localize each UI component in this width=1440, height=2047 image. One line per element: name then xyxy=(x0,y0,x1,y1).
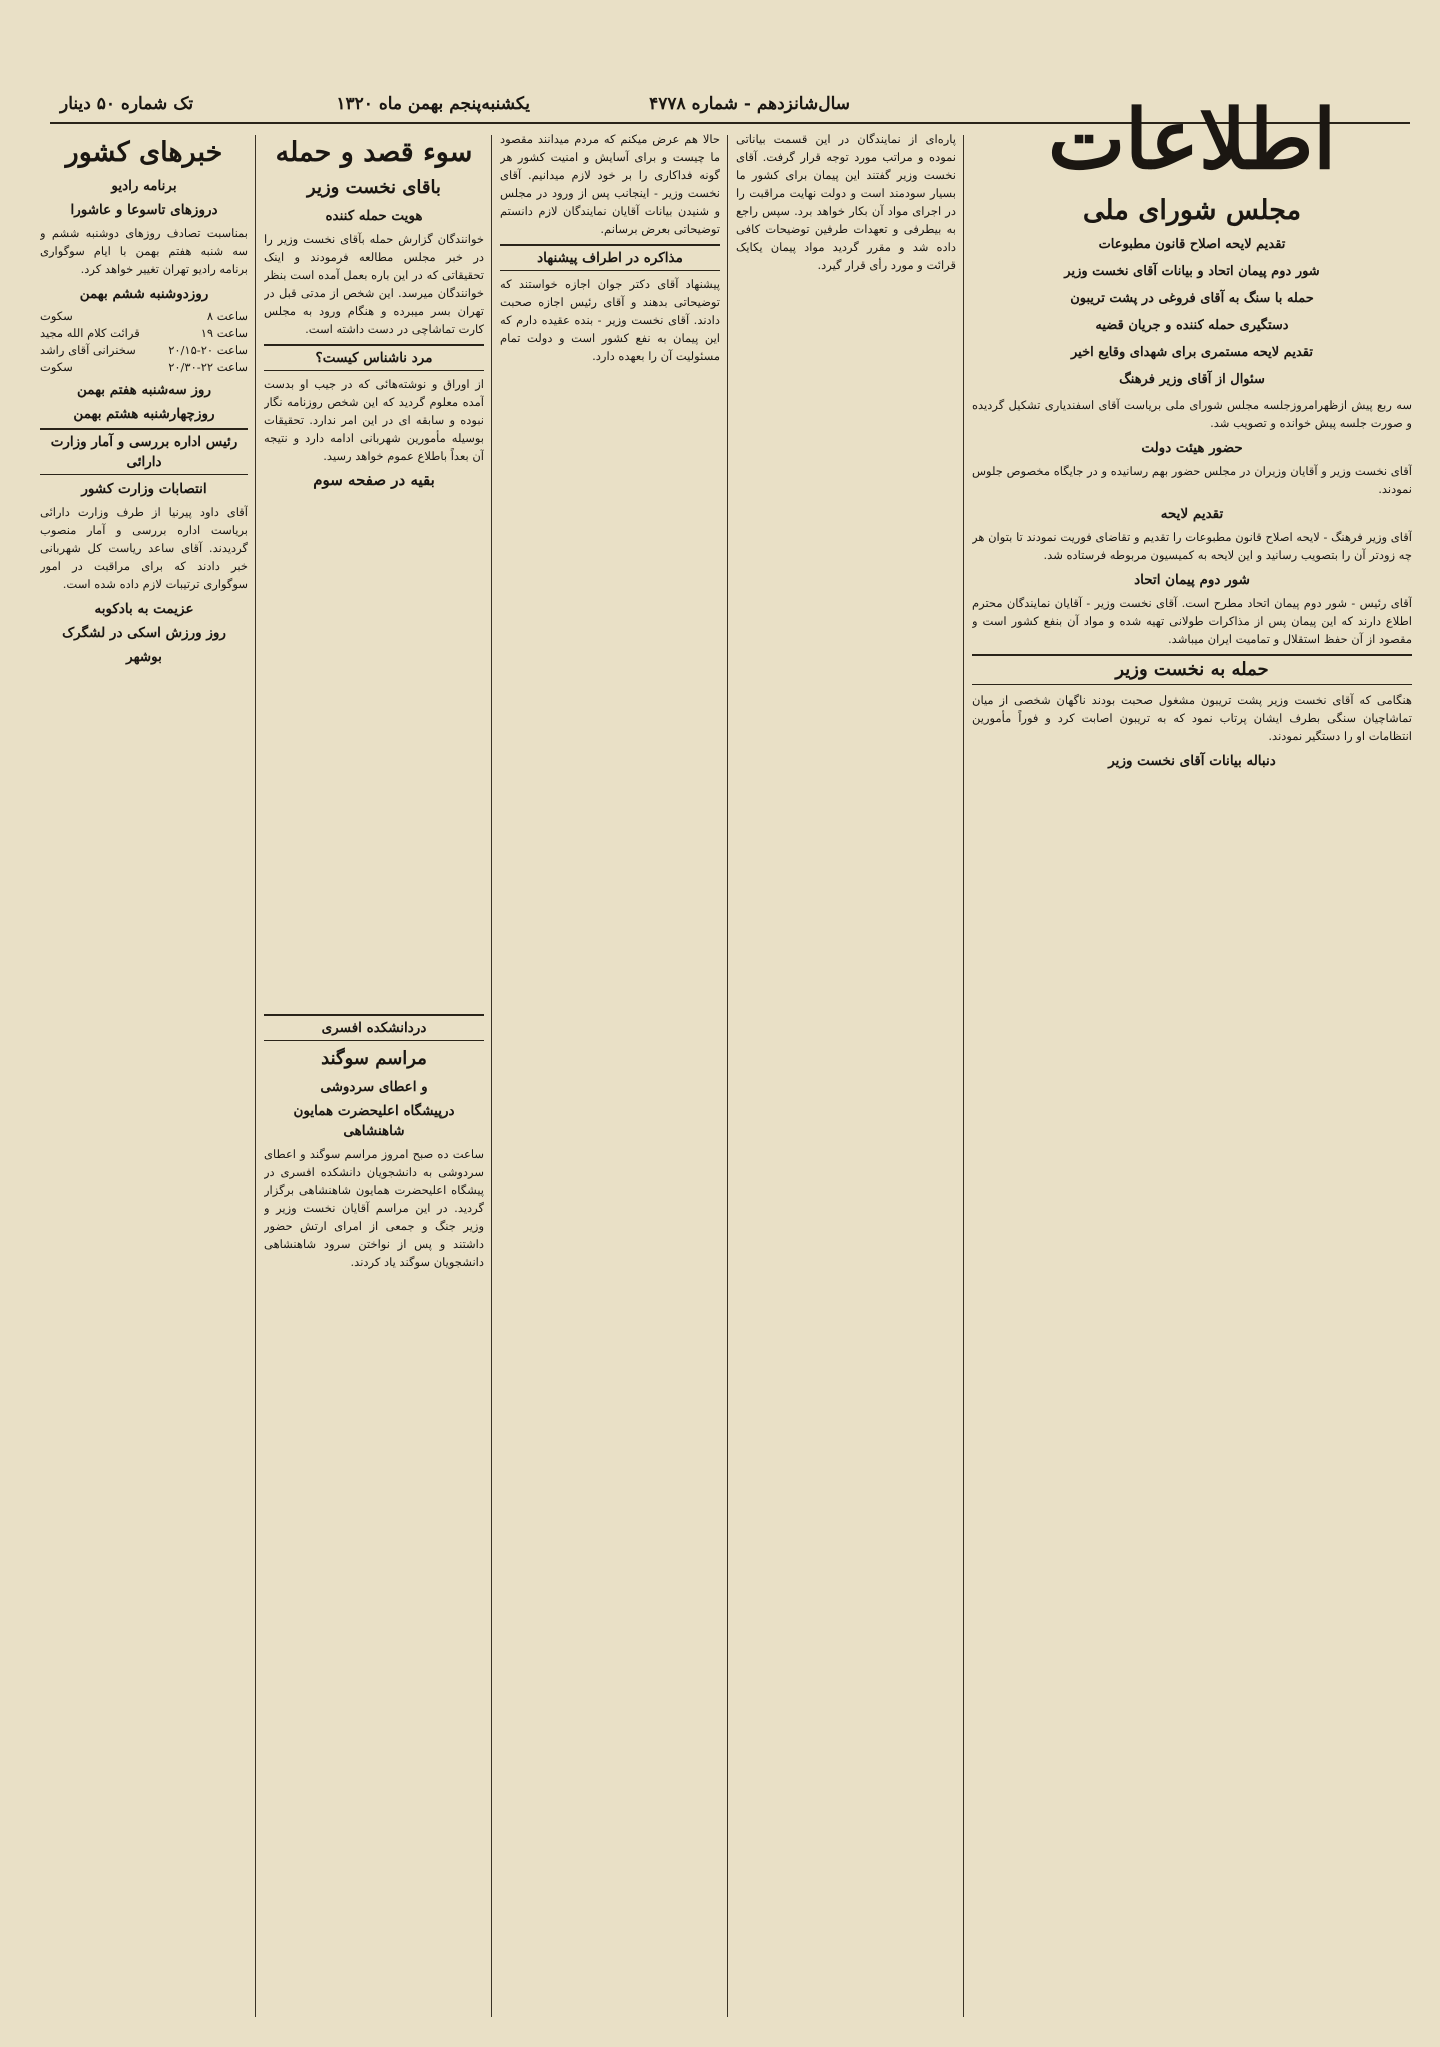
continued-note: بقیه در صفحه سوم xyxy=(313,471,435,489)
section-title: دردانشکده افسری xyxy=(264,1014,484,1041)
subhead: حمله با سنگ به آقای فروغی در پشت تریبون xyxy=(1070,291,1314,306)
radio-schedule xyxy=(40,308,248,376)
section-title: مذاکره در اطراف پیشنهاد xyxy=(500,244,720,271)
day-title: روز سه‌شنبه هفتم بهمن xyxy=(77,382,211,398)
article-text: آقای وزیر فرهنگ - لایحه اصلاح قانون مطبوعات را تقدیم و تقاضای فوریت نمودند تا بتوان هر چه زودتر آن را بتصویب رسانید و این لایحه به کمیسیون مربوطه فرستاده شد. xyxy=(972,530,1412,562)
column-6 xyxy=(40,130,248,2025)
article-text: از اوراق و نوشته‌هائی که در جیب او بدست آمده معلوم گردید که این شخص روزنامه نگار نبوده و سابقه ای در این امر ندارد. تحقیقات بوسیله مأمورین شهربانی ادامه دارد و نتیجه آن بعداً باطلاع عموم خواهد رسید. xyxy=(264,377,484,463)
headline-attack: سوء قصد و حمله xyxy=(275,137,473,168)
column-rule xyxy=(963,135,964,2017)
volume-issue: سال‌شانزدهم - شماره ۴۷۷۸ xyxy=(649,94,850,114)
article-text: آقای داود پیرنیا از طرف وزارت دارائی بریاست اداره بررسی و آمار منصوب گردیدند. آقای ساعد ریاست کل شهربانی خبر دادند که برای مراقبت در امور سوگواری ترتیبات لازم داده شده است. xyxy=(40,505,248,591)
subhead: مراسم سوگند xyxy=(321,1048,427,1069)
column-rule xyxy=(255,135,256,2017)
schedule-row: ساعت ۲۰-۲۰/۱۵ سخنرانی آقای راشد xyxy=(40,343,248,357)
section-title: عزیمت به بادکوبه xyxy=(94,601,194,617)
column-1 xyxy=(972,88,1412,2025)
attack-headline: حمله به نخست وزیر xyxy=(972,654,1412,685)
price: تک شماره ۵۰ دینار xyxy=(60,94,194,114)
continued-title: دنباله بیانات آقای نخست وزیر xyxy=(1108,753,1276,769)
subhead: تقدیم لایحه مستمری برای شهدای وقایع اخیر xyxy=(1071,345,1313,360)
article-text: آقای نخست وزیر و آقایان وزیران در مجلس حضور بهم رسانیده و در جایگاه مخصوص جلوس نمودند. xyxy=(972,464,1412,496)
section-title: مرد ناشناس کیست؟ xyxy=(264,344,484,371)
article-text: آقای رئیس - شور دوم پیمان اتحاد مطرح است. آقای نخست وزیر - آقایان نمایندگان محترم اطلاع دارند که این پیمان پس از مذاکرات طولانی تهیه شده و مواد آن بنفع کشور است و مقصود از آن حفظ استقلال و تمامیت ایران میباشد. xyxy=(972,596,1412,646)
section-title: روز ورزش اسکی در لشگرک xyxy=(62,625,226,641)
headline-news: خبرهای کشور xyxy=(65,137,223,168)
subhead: سئوال از آقای وزیر فرهنگ xyxy=(1119,372,1265,387)
article-text: ساعت ده صبح امروز مراسم سوگند و اعطای سردوشی به دانشجویان دانشکده افسری در پیشگاه اعلیحضرت همایون شاهنشاهی برگزار گردید. در این مراسم آقایان نخست وزیر و وزیر جنگ و جمعی از امرای ارتش حضور داشتند و پس از نواختن سرود شاهنشاهی دانشجویان سوگند یاد کردند. xyxy=(264,1147,484,1269)
subhead: دستگیری حمله کننده و جریان قضیه xyxy=(1095,318,1289,333)
subhead: هویت حمله کننده xyxy=(325,208,423,224)
article-text: پاره‌ای از نمایندگان در این قسمت بیاناتی نموده و مراتب مورد توجه قرار گرفت. آقای نخست وزیر گفتند این پیمان برای کشور ما بسیار سودمند است و دولت نهایت مراقبت را در اجرای مواد آن بکار خواهد برد. سپس راجع به بیطرفی و تعهدات طرفین توضیحات کافی داده شد و مقرر گردید مواد پیمان یکایک قرائت و مورد رأی قرار گیرد. xyxy=(736,132,956,272)
section-title: انتصابات وزارت کشور xyxy=(81,481,207,497)
day-title: روزدوشنبه ششم بهمن xyxy=(79,286,209,302)
section-title: رئیس اداره بررسی و آمار وزارت دارائی xyxy=(40,428,248,475)
column-3 xyxy=(500,130,720,2025)
article-text: خوانندگان گزارش حمله بآقای نخست وزیر را در خبر مجلس مطالعه فرمودند و اینک تحقیقاتی که در این باره بعمل آمده است بنظر خوانندگان میرسد. این شخص از مدتی قبل در تهران بسر میبرده و هنگام ورود به مجلس کارت تماشاچی در دست داشته است. xyxy=(264,232,484,336)
section-title: بوشهر xyxy=(126,649,162,665)
subhead: درپیشگاه اعلیحضرت همایون شاهنشاهی xyxy=(293,1103,455,1139)
column-2 xyxy=(736,130,956,2025)
article-text: پیشنهاد آقای دکتر جوان اجازه خواستند که توضیحاتی بدهند و آقای رئیس اجازه صحبت دادند. آقای نخست وزیر - بنده عقیده دارم که این پیمان به نفع کشور است و دولت تمام مسئولیت آن را بعهده دارد. xyxy=(500,277,720,363)
masthead-logo: اطلاعات xyxy=(1047,92,1337,188)
section-title: تقدیم لایحه xyxy=(1160,506,1224,522)
section-title: برنامه رادیو xyxy=(111,178,177,194)
subhead: شور دوم پیمان اتحاد و بیانات آقای نخست وزیر xyxy=(1064,264,1320,279)
headline-majlis: مجلس شورای ملی xyxy=(1082,195,1302,226)
intro-text: سه ربع پیش ازظهرامروزجلسه مجلس شورای ملی بریاست آقای اسفندیاری تشکیل گردیده و صورت جلسه پیش خوانده و تصویب شد. xyxy=(972,398,1412,430)
column-5 xyxy=(264,1010,484,2025)
section-title: حضور هیئت دولت xyxy=(1141,440,1243,456)
schedule-row: ساعت ۸ سکوت xyxy=(40,309,248,323)
subhead: باقای نخست وزیر xyxy=(307,177,441,198)
day-title: روزچهارشنبه هشتم بهمن xyxy=(73,406,215,422)
section-title: شور دوم پیمان اتحاد xyxy=(1134,572,1250,588)
subhead: تقدیم لایحه اصلاح قانون مطبوعات xyxy=(1098,237,1286,252)
article-text: حالا هم عرض میکنم که مردم میدانند مقصود ما چیست و برای آسایش و امنیت کشور هر گونه فداکاری را بر خود لازم میدانیم. آقای نخست وزیر - اینجانب پس از ورود در مجلس و شنیدن بیانات آقایان نمایندگان لازم دانستم توضیحاتی بعرض برسانم. xyxy=(500,132,720,236)
subhead: دروزهای تاسوعا و عاشورا xyxy=(70,202,218,218)
article-text: بمناسبت تصادف روزهای دوشنبه ششم و سه شنبه هفتم بهمن با ایام سوگواری برنامه رادیو تهران تغییر خواهد کرد. xyxy=(40,226,248,276)
issue-date: یکشنبه‌پنجم بهمن ماه ۱۳۲۰ xyxy=(336,94,530,114)
subhead: و اعطای سردوشی xyxy=(320,1079,428,1095)
column-rule xyxy=(727,135,728,2017)
article-text: هنگامی که آقای نخست وزیر پشت تریبون مشغول صحبت بودند ناگهان شخصی از میان تماشاچیان سنگی بطرف ایشان پرتاب نمود که به تریبون اصابت کرد و فوراً مأمورین انتظامات او را دستگیر نمودند. xyxy=(972,693,1412,743)
column-rule xyxy=(491,135,492,2017)
schedule-row: ساعت ۱۹ قرائت کلام الله مجید xyxy=(40,326,248,340)
schedule-row: ساعت ۲۲-۲۰/۳۰ سکوت xyxy=(40,360,248,374)
